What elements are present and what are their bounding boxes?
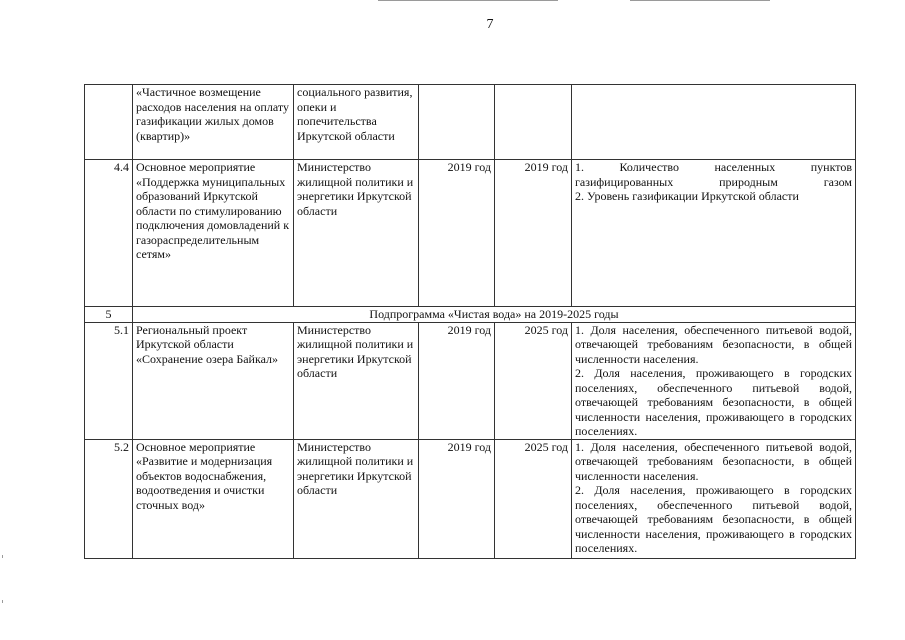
subprogram-title: Подпрограмма «Чистая вода» на 2019-2025 годы bbox=[133, 307, 856, 323]
scan-dot-left-1 bbox=[2, 555, 3, 558]
measure-name: «Частичное возмещение расходов населения на оплату газификации жилых домов (квартир)» bbox=[133, 85, 294, 160]
end-year: 2019 год bbox=[495, 160, 572, 307]
table-row bbox=[85, 160, 856, 307]
executor: Министерство жилищной политики и энергетики Иркутской области bbox=[294, 439, 419, 558]
row-number: 4.4 bbox=[85, 160, 133, 307]
row-number: 5.1 bbox=[85, 322, 133, 439]
executor: Министерство жилищной политики и энергетики Иркутской области bbox=[294, 160, 419, 307]
indicators bbox=[572, 85, 856, 160]
start-year bbox=[419, 85, 495, 160]
indicator-item: 2. Уровень газификации Иркутской области bbox=[575, 189, 799, 203]
indicators bbox=[572, 160, 856, 307]
row-number: 5.2 bbox=[85, 439, 133, 558]
executor: социального развития, опеки и попечительства Иркутской области bbox=[294, 85, 419, 160]
indicator-item: 1. Доля населения, обеспеченного питьевой водой, отвечающей требованиям безопасности, в общей численности населения. bbox=[575, 439, 852, 483]
scan-line-top-left bbox=[378, 0, 558, 1]
indicator-item: 2. Доля населения, проживающего в городских поселениях, обеспеченного питьевой водой, отвечающей требованиям безопасности, в общей численности населения, проживающего в городских поселениях. bbox=[575, 483, 852, 555]
measure-name: Основное мероприятие «Поддержка муниципальных образований Иркутской области по стимулированию подключения домовладений к газораспределительным сетям» bbox=[133, 160, 294, 307]
indicator-item: 1. Количество населенных пунктов газифицированных природным газом bbox=[575, 160, 852, 189]
indicator-item: 2. Доля населения, проживающего в городских поселениях, обеспеченного питьевой водой, отвечающей требованиям безопасности, в общей численности населения, проживающего в городских поселениях. bbox=[575, 366, 852, 438]
page-number: 7 bbox=[486, 17, 494, 32]
scan-line-top-right bbox=[630, 0, 770, 1]
measure-name: Основное мероприятие «Развитие и модернизация объектов водоснабжения, водоотведения и очистки сточных вод» bbox=[133, 439, 294, 558]
executor: Министерство жилищной политики и энергетики Иркутской области bbox=[294, 322, 419, 439]
row-number bbox=[85, 85, 133, 160]
indicator-item: 1. Доля населения, обеспеченного питьевой водой, отвечающей требованиям безопасности, в общей численности населения. bbox=[575, 322, 852, 366]
indicators bbox=[572, 439, 856, 558]
end-year: 2025 год bbox=[495, 439, 572, 558]
measure-name: Региональный проект Иркутской области «Сохранение озера Байкал» bbox=[133, 322, 294, 439]
indicators bbox=[572, 322, 856, 439]
start-year: 2019 год bbox=[419, 160, 495, 307]
table-row bbox=[85, 85, 856, 160]
end-year bbox=[495, 85, 572, 160]
table-row bbox=[85, 439, 856, 558]
table-row-subprogram bbox=[85, 307, 856, 323]
start-year: 2019 год bbox=[419, 322, 495, 439]
end-year: 2025 год bbox=[495, 322, 572, 439]
table-row bbox=[85, 322, 856, 439]
program-table bbox=[84, 84, 856, 559]
scan-dot-left-2 bbox=[2, 600, 3, 603]
row-number: 5 bbox=[85, 307, 133, 323]
start-year: 2019 год bbox=[419, 439, 495, 558]
